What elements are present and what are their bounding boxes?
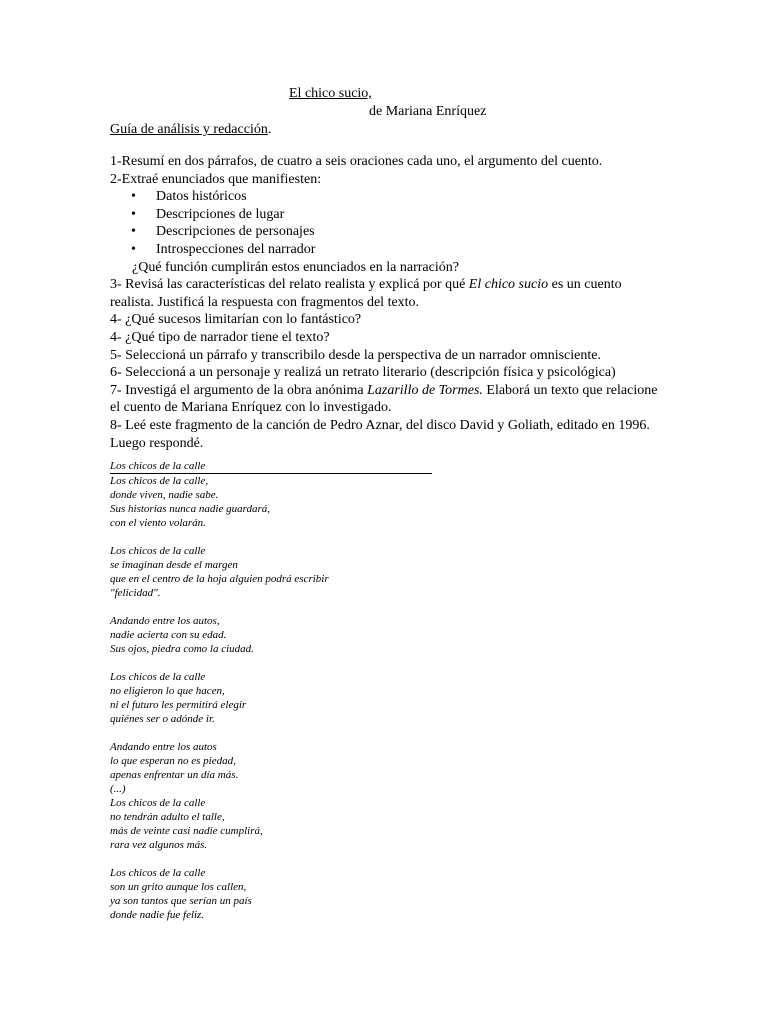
poem-line: quiénes ser o adónde ir. — [110, 713, 215, 725]
list-item: • Introspecciones del narrador — [110, 241, 665, 259]
list-item: • Descripciones de lugar — [110, 206, 665, 224]
poem-line: que en el centro de la hoja alguien podrá escribir — [110, 573, 329, 585]
question-2-list — [110, 188, 665, 258]
poem-line: (...) — [110, 783, 126, 795]
question-7-text-a: 7- Investigá el argumento de la obra anónima — [110, 382, 368, 398]
question-7 — [110, 382, 665, 417]
poem-line: Sus historias nunca nadie guardará, — [110, 503, 271, 515]
poem-stanza — [110, 670, 440, 726]
story-author: de Mariana Enríquez — [369, 104, 487, 119]
poem-line: Los chicos de la calle — [110, 867, 206, 879]
story-title: El chico sucio, — [289, 86, 372, 101]
poem-line: donde nadie fue feliz. — [110, 909, 205, 921]
poem-line: apenas enfrentar un día más. — [110, 769, 239, 781]
poem-line: Andando entre los autos — [110, 741, 217, 753]
guide-heading-text: Guía de análisis y redacción — [110, 122, 268, 137]
poem-stanza — [110, 866, 440, 922]
question-1: 1-Resumí en dos párrafos, de cuatro a seis oraciones cada uno, el argumento del cuento. — [110, 154, 603, 169]
poem-line: Sus ojos, piedra como la ciudad. — [110, 643, 254, 655]
poem-stanza — [110, 474, 440, 530]
poem-line: con el viento volarán. — [110, 517, 206, 529]
question-6: 6- Seleccioná a un personaje y realizá un retrato literario (descripción física y psicológica) — [110, 365, 616, 381]
poem-line: más de veinte casi nadie cumplirá, — [110, 825, 263, 837]
poem-line: Los chicos de la calle — [110, 545, 206, 557]
poem-line: ya son tantos que serían un país — [110, 895, 252, 907]
question-8: 8- Leé este fragmento de la canción de Pedro Aznar, del disco David y Goliath, editado en 1996. Luego respondé. — [110, 417, 650, 451]
song-lyrics — [110, 459, 440, 936]
questions-section — [110, 153, 665, 452]
list-item: • Datos históricos — [110, 188, 665, 206]
question-4a: 4- ¿Qué sucesos limitarían con lo fantástico? — [110, 312, 362, 328]
question-7-italic: Lazarillo de Tormes. — [367, 382, 483, 398]
question-5: 5- Seleccioná un párrafo y transcribilo desde la perspectiva de un narrador omnisciente. — [110, 347, 601, 363]
question-3-italic: El chico sucio — [468, 277, 549, 293]
question-2: 2-Extraé enunciados que manifiesten: — [110, 171, 322, 187]
question-2-followup: ¿Qué función cumplirán estos enunciados en la narración? — [132, 259, 459, 275]
question-7-text-b: Elaborá un texto que relacione el cuento de Mariana Enríquez con lo investigado. — [110, 382, 658, 416]
poem-line: ni el futuro les permitirá elegir — [110, 699, 247, 711]
poem-line: se imaginan desde el margen — [110, 559, 238, 571]
poem-line: Andando entre los autos, — [110, 615, 220, 627]
question-4b: 4- ¿Qué tipo de narrador tiene el texto? — [110, 329, 330, 345]
poem-line: donde viven, nadie sabe. — [110, 489, 219, 501]
poem-stanza — [110, 614, 440, 656]
list-item: • Descripciones de personajes — [110, 223, 665, 241]
poem-line: Los chicos de la calle, — [110, 475, 209, 487]
poem-line: "felicidad". — [110, 587, 161, 599]
guide-heading — [110, 122, 271, 138]
question-3-text-b: es un cuento realista. Justificá la respuesta con fragmentos del texto. — [110, 277, 622, 310]
guide-heading-period: . — [267, 122, 272, 137]
poem-line: rara vez algunos más. — [110, 839, 208, 851]
poem-line: nadie acierta con su edad. — [110, 629, 227, 641]
question-3 — [110, 276, 665, 311]
poem-line: Los chicos de la calle — [110, 671, 206, 683]
poem-stanza — [110, 544, 440, 600]
poem-stanza — [110, 740, 440, 852]
poem-line: Los chicos de la calle — [110, 797, 206, 809]
poem-line: no tendrán adulto el talle, — [110, 811, 225, 823]
poem-first-line-text: Los chicos de la calle — [110, 459, 432, 474]
poem-line: no eligieron lo que hacen, — [110, 685, 225, 697]
question-3-text-a: 3- Revisá las características del relato realista y explicá por qué — [110, 277, 469, 293]
poem-line: son un grito aunque los callen, — [110, 881, 247, 893]
poem-line: lo que esperan no es piedad, — [110, 755, 236, 767]
poem-first-line — [110, 459, 440, 474]
